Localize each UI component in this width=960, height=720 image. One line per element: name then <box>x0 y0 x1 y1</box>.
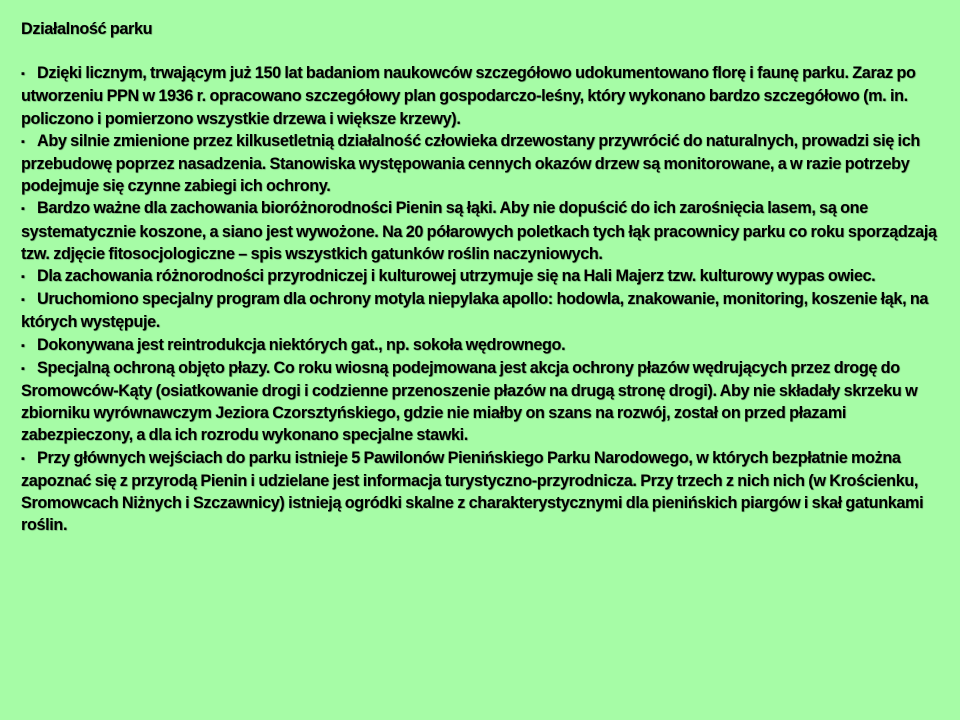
square-bullet-icon: ▪ <box>21 339 25 352</box>
square-bullet-icon: ▪ <box>21 452 25 465</box>
bullet-text: Aby silnie zmienione przez kilkusetletnią działalność człowieka drzewostany przywrócić do naturalnych, prowadzi się ich przebudowę poprzez nasadzenia. Stanowiska występowania cennych okazów drzew są monitorowane, a w razie potrzeby podejmuje się czynne zabiegi ich ochrony. <box>21 131 920 196</box>
slide-text-block <box>21 18 945 536</box>
bullet-item-pavilions <box>21 447 945 537</box>
bullet-item-reintroduction <box>21 334 945 357</box>
bullet-text: Uruchomiono specjalny program dla ochrony motyla niepylaka apollo: hodowla, znakowanie, monitoring, koszenie łąk, na których występuje. <box>21 290 929 332</box>
square-bullet-icon: ▪ <box>21 68 25 81</box>
square-bullet-icon: ▪ <box>21 294 25 307</box>
bullet-text: Specjalną ochroną objęto płazy. Co roku wiosną podejmowana jest akcja ochrony płazów wędrujących przez drogę do Sromowców-Kąty (osiatkowanie drogi i codzienne przenoszenie płazów na drugą stronę drogi). Aby nie składały skrzeku w zbiorniku wyrównawczym Jeziora Czorsztyńskiego, gdzie nie miałby on szans na rozwój, został on przed płazami zabezpieczony, a dla ich rozrodu wykonano specjalne stawki. <box>21 358 918 445</box>
bullet-item-amphibians <box>21 357 945 447</box>
bullet-item-research <box>21 62 945 130</box>
bullet-text: Dzięki licznym, trwającym już 150 lat badaniom naukowców szczegółowo udokumentowano florę i faunę parku. Zaraz po utworzeniu PPN w 1936 r. opracowano szczegółowy plan gospodarczo-leśny, który wykonano bardzo szczegółowo (m. in. policzono i pomierzono wszystkie drzewa i większe krzewy). <box>21 64 916 128</box>
bullet-list <box>21 62 945 536</box>
bullet-text: Bardzo ważne dla zachowania bioróżnorodności Pienin są łąki. Aby nie dopuścić do ich zarośnięcia lasem, są one systematycznie koszone, a siano jest wywożone. Na 20 półarowych poletkach tych łąk pracownicy parku co roku sporządzają tzw. zdjęcie fitosocjologiczne – spis wszystkich gatunków roślin naczyniowych. <box>21 199 937 263</box>
square-bullet-icon: ▪ <box>21 362 25 375</box>
bullet-item-apollo-butterfly <box>21 288 945 333</box>
bullet-text: Dla zachowania różnorodności przyrodniczej i kulturowej utrzymuje się na Hali Majerz tzw. kulturowy wypas owiec. <box>37 267 876 286</box>
square-bullet-icon: ▪ <box>21 203 25 216</box>
square-bullet-icon: ▪ <box>21 135 25 148</box>
bullet-item-forest-restoration <box>21 130 945 198</box>
bullet-text: Przy głównych wejściach do parku istnieje 5 Pawilonów Pienińskiego Parku Narodowego, w których bezpłatnie można zapoznać się z przyrodą Pienin i udzielane jest informacja turystyczno-przyrodnicza. Przy trzech z nich nich (w Krościenku, Sromowcach Niżnych i Szczawnicy) istnieją ogródki skalne z charakterystycznymi dla pienińskich piargów i skał gatunkami roślin. <box>21 448 924 535</box>
bullet-item-sheep-grazing <box>21 265 945 288</box>
bullet-item-meadows <box>21 197 945 265</box>
slide-title: Działalność parku <box>21 20 153 38</box>
square-bullet-icon: ▪ <box>21 271 25 284</box>
bullet-text: Dokonywana jest reintrodukcja niektórych gat., np. sokoła wędrownego. <box>37 335 566 354</box>
